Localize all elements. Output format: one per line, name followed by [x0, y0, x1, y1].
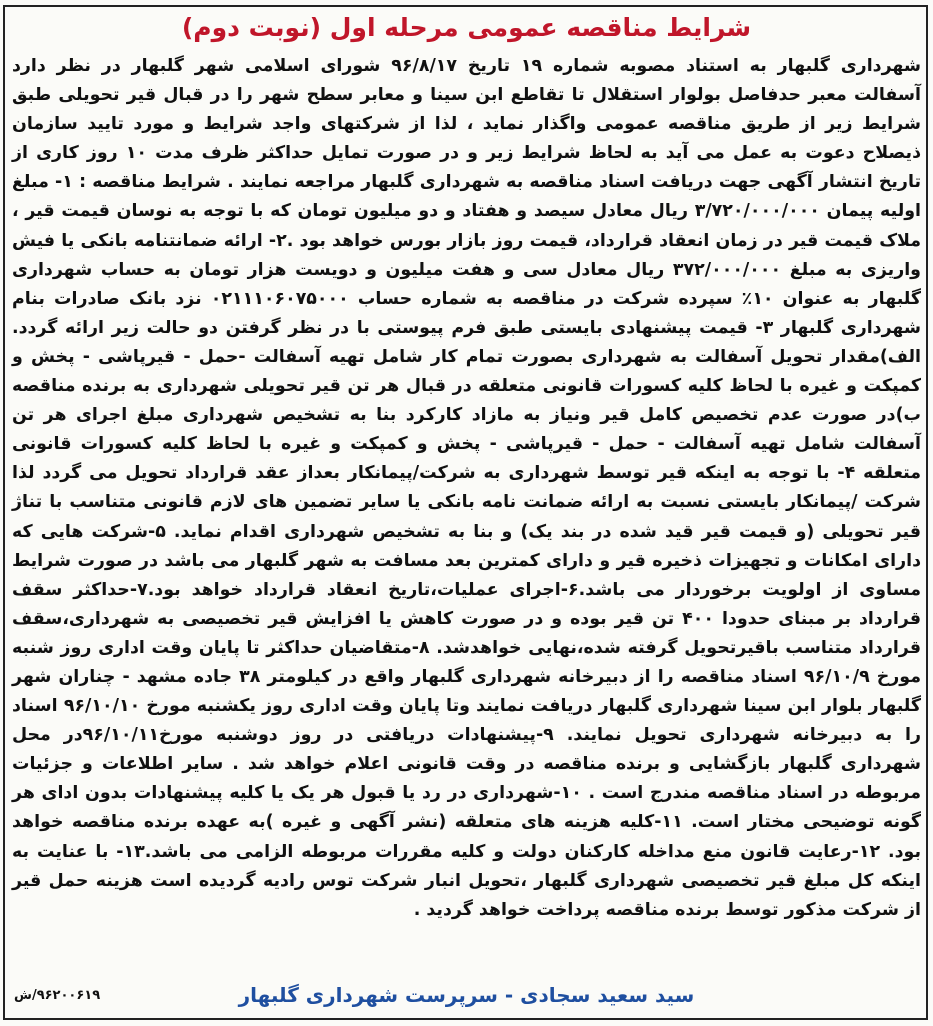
- notice-intro: شهرداری گلبهار به استناد مصوبه شماره ۱۹ تاریخ ۹۶/۸/۱۷ شورای اسلامی شهر گلبهار در نظر دارد آسفالت معبر حدفاصل بولوار استقلال تا تقاطع ابن سینا و معابر سطح شهر را در قبال قیر تحویلی طبق شرایط زیر از طریق مناقصه عمومی واگذار نماید ، لذا از شرکتهای واجد شرایط و مورد تایید سازمان ذیصلاح دعوت به عمل می آید به لحاظ شرایط زیر و در صورت تمایل حداکثر ظرف مدت ۱۰ روز کاری از تاریخ انتشار آگهی جهت دریافت اسناد مناقصه به شهرداری گلبهار مراجعه نمایند .: [12, 56, 922, 193]
- notice-code: ۹۶۲۰۰۶۱۹/ش: [14, 988, 101, 1003]
- signature: سید سعید سجادی - سرپرست شهرداری گلبهار: [238, 983, 695, 1007]
- conditions-heading: شرایط مناقصه :: [79, 172, 221, 193]
- conditions-text: ۱- مبلغ اولیه پیمان ۳/۷۲۰/۰۰۰/۰۰۰ ریال معادل سیصد و هفتاد و دو میلیون تومان که با توجه به نوسان قیمت قیر ، ملاک قیمت قیر در زمان انعقاد قرارداد، قیمت روز بازار بورس خواهد بود .۲- ارائه ضمانتنامه بانکی یا فیش واریزی به مبلغ ۳۷۲/۰۰۰/۰۰۰ ریال معادل سی و هفت میلیون و دویست هزار تومان به حساب شهرداری گلبهار به عنوان ۱۰٪ سپرده شرکت در مناقصه به شماره حساب ۰۲۱۱۱۰۶۰۷۵۰۰۰ نزد بانک صادرات بنام شهرداری گلبهار ۳- قیمت پیشنهادی بایستی طبق فرم پیوستی با در نظر گرفتن دو حالت زیر ارائه گردد. الف)مقدار تحویل آسفالت به شهرداری بصورت تمام کار شامل تهیه آسفالت -حمل - قیرپاشی - پخش و کمپکت و غیره با لحاظ کلیه کسورات قانونی متعلقه در قبال هر تن قیر تحویلی شهرداری به برنده مناقصه ب)در صورت عدم تخصیص کامل قیر ونیاز به مازاد کارکرد بنا به تشخیص شهرداری مبلغ اجرای هر تن آسفالت شامل تهیه آسفالت - حمل - قیرپاشی - پخش و کمپکت و غیره با لحاظ کلیه کسورات قانونی متعلقه ۴- با توجه به اینکه قیر توسط شهرداری به شرکت/پیمانکار بعداز عقد قرارداد تحویل می گردد لذا شرکت /پیمانکار بایستی نسبت به ارائه ضمانت نامه بانکی یا سایر تضمین های لازم قانونی متناسب با تناژ قیر تحویلی (و قیمت قیر قید شده در بند یک) و بنا به تشخیص شهرداری اقدام نماید. ۵-شرکت هایی که دارای امکانات و تجهیزات ذخیره قیر و دارای کمترین بعد مسافت به شهر گلبهار می باشد در صورت شرایط مساوی از اولویت برخوردار می باشد.۶-اجرای عملیات،تاریخ انعقاد قرارداد خواهد بود.۷-حداکثر سقف قرارداد بر مبنای حدودا ۴۰۰ تن قیر بوده و در صورت کاهش یا افزایش قیر تخصیصی به شهرداری،سقف قرارداد متناسب باقیرتحویل گرفته شده،نهایی خواهدشد. ۸-متقاضیان حداکثر تا پایان وقت اداری روز شنبه مورخ ۹۶/۱۰/۹ اسناد مناقصه را از دبیرخانه شهرداری گلبهار واقع در کیلومتر ۳۸ جاده مشهد - چناران شهر گلبهار بلوار ابن سینا شهرداری گلبهار دریافت نمایند وتا پایان وقت اداری روز یکشنبه مورخ ۹۶/۱۰/۱۰ اسناد را به دبیرخانه شهرداری تحویل نمایند. ۹-پیشنهادات دریافتی در روز دوشنبه مورخ۹۶/۱۰/۱۱در محل شهرداری گلبهار بازگشایی و برنده مناقصه در وقت قانونی اعلام خواهد شد . سایر اطلاعات و جزئیات مربوطه در اسناد مناقصه مندرج است . ۱۰-شهرداری در رد یا قبول هر یک یا کلیه پیشنهادات بدون ادای هر گونه توضیحی مختار است. ۱۱-کلیه هزینه های متعلقه (نشر آگهی و غیره )به عهده برنده مناقصه خواهد بود. ۱۲-رعایت قانون منع مداخله کارکنان دولت و کلیه مقررات مربوطه الزامی می باشد.۱۳- با عنایت به اینکه کل مبلغ قیر تخصیصی شهرداری گلبهار ،تحویل انبار شرکت توس رادیه گردیده است هزینه حمل قیر از شرکت مذکور توسط برنده مناقصه پرداخت خواهد گردید .: [12, 172, 922, 920]
- notice-title: شرایط مناقصه عمومی مرحله اول (نوبت دوم): [181, 13, 752, 42]
- notice-body: [12, 52, 921, 925]
